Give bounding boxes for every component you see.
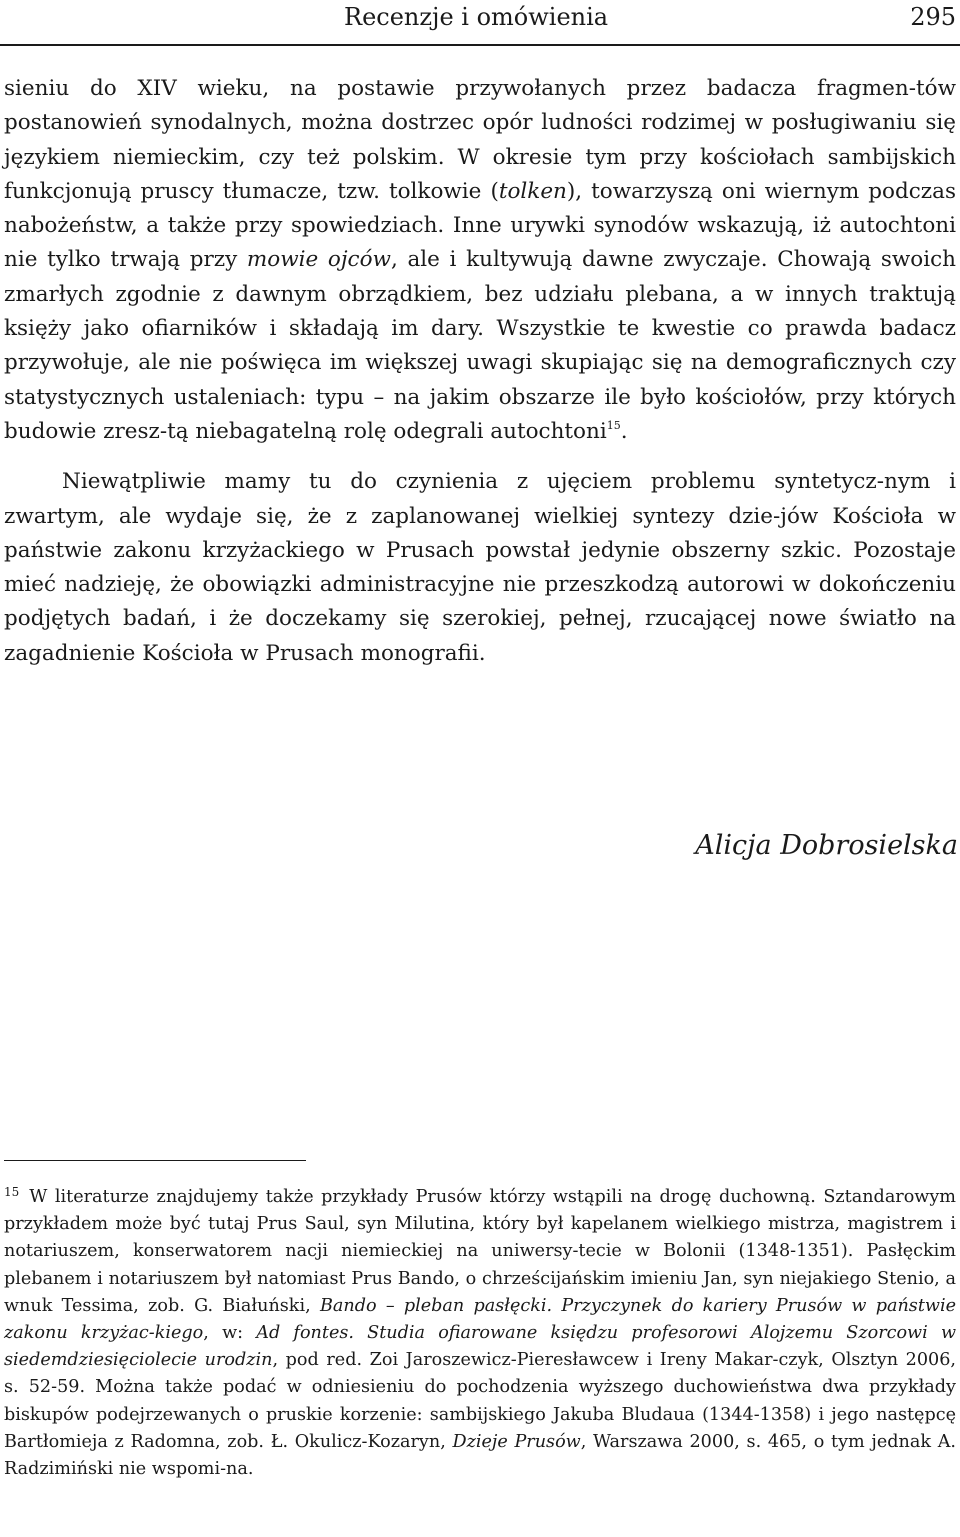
footnote-title-3: Dzieje Prusów — [452, 1431, 581, 1452]
author-signature: Alicja Dobrosielska — [695, 830, 958, 861]
footnote-reference[interactable]: 15 — [606, 418, 621, 432]
footnote-15 — [4, 1184, 956, 1483]
footnote-part-1: W literaturze znajdujemy także przykłady Prusów którzy wstąpili na drogę duchowną. Sztandarowym przykładem może być tutaj Prus Saul, syn Milutina, który był kapelanem wielkiego mistrza, magistrem i notariuszem, konserwatorem nacji niemieckiej na uniwersy-tecie w Bolonii (1348-1351). Pasłęckim plebanem i notariuszem był natomiast Prus Bando, o chrześcijańskim imieniu Jan, syn niejakiego Stenio, a wnuk Tessima, zob. G. Białuński, — [4, 1187, 956, 1316]
running-title: Recenzje i omówienia — [344, 3, 609, 31]
phrase-mowie-ojcow: mowie ojców — [246, 247, 391, 273]
paragraph-1-part-1: sieniu do XIV wieku, na postawie przywołanych przez badacza fragmen-tów postanowień synodalnych, można dostrzec opór ludności rodzimej w posługiwaniu się językiem niemieckim, czy też polskim. W okresie tym przy kościołach sambijskich funkcjonują pruscy tłumacze, tzw. tolkowie ( — [4, 76, 956, 204]
footnote-number: 15 — [4, 1185, 20, 1199]
footnote-divider — [4, 1160, 306, 1161]
footnote-part-3: , pod red. Zoi Jaroszewicz-Pieresławcew i Ireny Makar-czyk, Olsztyn 2006, s. 52-59. Można także podać w odniesieniu do pochodzenia wyższego duchowieństwa dwa przykłady biskupów podejrzewanych o pruskie korzenie: sambijskiego Jakuba Bludaua (1344-1358) i jego następcę Bartłomieja z Radomna, zob. Ł. Okulicz-Kozaryn, — [4, 1350, 957, 1452]
footnote-title-2: Ad fontes. Studia ofiarowane księdzu profesorowi Alojzemu Szorcowi w siedemdziesięciolecie urodzin — [4, 1323, 957, 1371]
running-header — [0, 0, 960, 46]
paragraph-1-part-4: . — [620, 418, 628, 444]
paragraph-2: Niewątpliwie mamy tu do czynienia z ujęciem problemu syntetycz-nym i zwartym, ale wydaje się, że z zaplanowanej wielkiej syntezy dzie-jów Kościoła w państwie zakonu krzyżackiego w Prusach powstał jedynie obszerny szkic. Pozostaje mieć nadzieję, że obowiązki administracyjne nie przeszkodzą autorowi w dokończeniu podjętych badań, i że doczekamy się szerokiej, pełnej, rzucającej nowe światło na zagadnienie Kościoła w Prusach monografii. — [4, 469, 956, 666]
page-number: 295 — [910, 3, 956, 31]
paragraph-1-part-3: , ale i kultywują dawne zwyczaje. Chowają swoich zmarłych zgodnie z dawnym obrządkiem, bez udziału plebana, a w innych traktują księży jako ofiarników i składają im dary. Wszystkie te kwestie co prawda badacz przywołuje, ale nie poświęca im większej uwagi skupiając się na demograficznych czy statystycznych ustaleniach: typu – na jakim obszarze ile było kościołów, przy których budowie zresz-tą niebagatelną rolę odegrali autochtoni — [4, 247, 956, 444]
term-tolken: tolken — [498, 178, 567, 204]
footnote-part-4: , Warszawa 2000, s. 465, o tym jednak A. Radzimiński nie wspomi-na. — [4, 1431, 956, 1480]
main-text — [4, 72, 956, 671]
paragraph-1-part-2: ), towarzyszą oni wiernym podczas nabożeństw, a także przy spowiedziach. Inne urywki synodów wskazują, iż autochtoni nie tylko trwają przy — [4, 178, 956, 273]
footnote-part-2: , w: — [203, 1323, 257, 1344]
footnote-title-1: Bando – pleban pasłęcki. Przyczynek do kariery Prusów w państwie zakonu krzyżac-kiego — [4, 1295, 956, 1344]
paragraph-1 — [4, 72, 956, 449]
